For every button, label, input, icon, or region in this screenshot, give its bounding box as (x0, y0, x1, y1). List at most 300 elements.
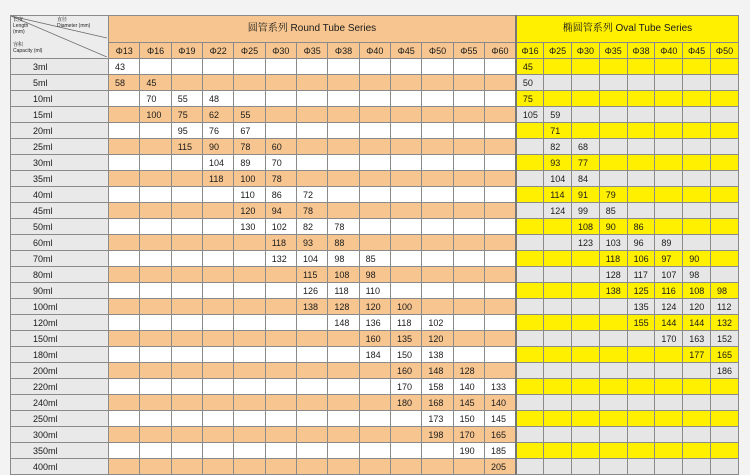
oval-length-cell (655, 411, 683, 427)
round-length-cell (109, 411, 140, 427)
oval-length-cell (599, 299, 627, 315)
oval-diameter-header: Φ25 (544, 43, 572, 59)
oval-length-cell (627, 379, 655, 395)
round-length-cell: 78 (234, 139, 265, 155)
round-length-cell (109, 459, 140, 475)
round-length-cell (171, 171, 202, 187)
round-length-cell (484, 347, 515, 363)
round-length-cell: 48 (203, 91, 234, 107)
oval-length-cell (627, 331, 655, 347)
round-diameter-header: Φ55 (453, 43, 484, 59)
oval-length-cell (683, 443, 711, 459)
round-length-cell: 70 (140, 91, 171, 107)
oval-length-cell (544, 347, 572, 363)
round-length-cell (484, 75, 515, 91)
oval-length-cell: 112 (710, 299, 738, 315)
round-length-cell (234, 427, 265, 443)
round-length-cell: 100 (234, 171, 265, 187)
tube-capacity-table (10, 15, 739, 475)
capacity-cell: 240ml (11, 395, 109, 411)
round-length-cell: 110 (234, 187, 265, 203)
oval-length-cell (572, 107, 600, 123)
round-diameter-header: Φ40 (359, 43, 390, 59)
round-length-cell (234, 379, 265, 395)
round-length-cell (140, 395, 171, 411)
oval-length-cell: 93 (544, 155, 572, 171)
round-length-cell (234, 267, 265, 283)
oval-length-cell (655, 107, 683, 123)
round-length-cell (265, 75, 296, 91)
round-length-cell: 93 (297, 235, 328, 251)
round-length-cell (391, 187, 422, 203)
oval-length-cell (710, 251, 738, 267)
oval-length-cell (544, 315, 572, 331)
oval-length-cell (710, 91, 738, 107)
oval-length-cell: 89 (655, 235, 683, 251)
round-length-cell (453, 59, 484, 75)
oval-length-cell (516, 283, 544, 299)
round-length-cell: 76 (203, 123, 234, 139)
capacity-cell: 70ml (11, 251, 109, 267)
oval-length-cell: 105 (516, 107, 544, 123)
round-length-cell (422, 267, 453, 283)
round-length-cell: 104 (297, 251, 328, 267)
oval-length-cell: 84 (572, 171, 600, 187)
oval-length-cell (544, 283, 572, 299)
round-length-cell (359, 427, 390, 443)
oval-length-cell (710, 139, 738, 155)
capacity-cell: 220ml (11, 379, 109, 395)
round-length-cell (171, 235, 202, 251)
round-length-cell (109, 171, 140, 187)
round-length-cell (453, 299, 484, 315)
round-length-cell (391, 139, 422, 155)
round-length-cell: 138 (297, 299, 328, 315)
oval-length-cell (627, 155, 655, 171)
round-length-cell (203, 283, 234, 299)
round-length-cell (422, 123, 453, 139)
round-length-cell (234, 251, 265, 267)
round-length-cell (140, 203, 171, 219)
round-length-cell: 58 (109, 75, 140, 91)
round-length-cell: 160 (359, 331, 390, 347)
round-length-cell (234, 363, 265, 379)
round-length-cell (328, 411, 359, 427)
oval-length-cell (516, 171, 544, 187)
round-length-cell: 140 (453, 379, 484, 395)
oval-length-cell (516, 203, 544, 219)
round-length-cell (140, 331, 171, 347)
round-length-cell (140, 299, 171, 315)
round-length-cell: 190 (453, 443, 484, 459)
round-length-cell (171, 395, 202, 411)
round-length-cell: 90 (203, 139, 234, 155)
oval-length-cell (516, 443, 544, 459)
round-length-cell (359, 219, 390, 235)
round-length-cell (359, 395, 390, 411)
oval-length-cell (544, 363, 572, 379)
oval-length-cell (655, 59, 683, 75)
oval-length-cell: 103 (599, 235, 627, 251)
round-length-cell: 165 (484, 427, 515, 443)
round-diameter-header: Φ45 (391, 43, 422, 59)
diameter-header-row (11, 43, 739, 59)
round-length-cell (234, 459, 265, 475)
oval-length-cell: 114 (544, 187, 572, 203)
round-length-cell (234, 75, 265, 91)
oval-length-cell: 152 (710, 331, 738, 347)
round-length-cell (297, 91, 328, 107)
round-length-cell (203, 235, 234, 251)
round-length-cell (359, 123, 390, 139)
round-length-cell: 60 (265, 139, 296, 155)
series-title-row (11, 16, 739, 43)
round-length-cell (265, 59, 296, 75)
oval-length-cell (655, 219, 683, 235)
oval-length-cell (572, 395, 600, 411)
oval-length-cell (710, 395, 738, 411)
oval-length-cell (627, 91, 655, 107)
round-length-cell (203, 411, 234, 427)
oval-length-cell (516, 123, 544, 139)
oval-length-cell (710, 411, 738, 427)
round-length-cell (203, 395, 234, 411)
oval-length-cell (572, 59, 600, 75)
round-diameter-header: Φ30 (265, 43, 296, 59)
oval-length-cell (655, 203, 683, 219)
round-length-cell (234, 331, 265, 347)
round-length-cell (359, 443, 390, 459)
oval-length-cell (516, 315, 544, 331)
oval-length-cell (683, 123, 711, 139)
oval-length-cell (544, 299, 572, 315)
oval-length-cell (655, 443, 683, 459)
round-length-cell (203, 379, 234, 395)
round-length-cell (265, 107, 296, 123)
oval-length-cell (683, 427, 711, 443)
round-length-cell: 138 (422, 347, 453, 363)
round-length-cell (297, 75, 328, 91)
round-length-cell (203, 347, 234, 363)
round-length-cell (109, 187, 140, 203)
round-length-cell: 102 (422, 315, 453, 331)
round-length-cell: 130 (234, 219, 265, 235)
round-length-cell (297, 171, 328, 187)
round-diameter-header: Φ38 (328, 43, 359, 59)
oval-series-title: 椭圆管系列 Oval Tube Series (516, 16, 739, 43)
round-length-cell (234, 91, 265, 107)
round-length-cell (422, 75, 453, 91)
oval-length-cell (599, 427, 627, 443)
round-length-cell: 98 (359, 267, 390, 283)
table-row (11, 267, 739, 283)
round-length-cell (453, 155, 484, 171)
round-length-cell: 78 (328, 219, 359, 235)
round-length-cell (484, 267, 515, 283)
round-length-cell: 78 (297, 203, 328, 219)
oval-length-cell (710, 203, 738, 219)
table-row (11, 379, 739, 395)
round-length-cell (328, 91, 359, 107)
oval-length-cell: 75 (516, 91, 544, 107)
round-length-cell (359, 155, 390, 171)
table-row (11, 139, 739, 155)
oval-length-cell (516, 299, 544, 315)
oval-length-cell (710, 187, 738, 203)
round-length-cell: 43 (109, 59, 140, 75)
oval-length-cell (655, 155, 683, 171)
round-length-cell (453, 203, 484, 219)
oval-length-cell: 82 (544, 139, 572, 155)
oval-length-cell (544, 219, 572, 235)
round-length-cell (422, 139, 453, 155)
round-length-cell (140, 267, 171, 283)
oval-length-cell: 108 (572, 219, 600, 235)
round-length-cell: 86 (265, 187, 296, 203)
round-length-cell (109, 283, 140, 299)
round-length-cell (109, 315, 140, 331)
oval-length-cell (599, 75, 627, 91)
round-length-cell: 118 (328, 283, 359, 299)
round-length-cell: 45 (140, 75, 171, 91)
round-length-cell: 55 (234, 107, 265, 123)
round-length-cell (234, 315, 265, 331)
round-length-cell (234, 411, 265, 427)
table-row (11, 363, 739, 379)
table-row (11, 315, 739, 331)
round-length-cell: 100 (140, 107, 171, 123)
oval-length-cell (683, 155, 711, 171)
round-length-cell: 148 (328, 315, 359, 331)
oval-length-cell: 144 (655, 315, 683, 331)
oval-length-cell (655, 91, 683, 107)
round-length-cell (391, 75, 422, 91)
oval-length-cell (599, 107, 627, 123)
round-length-cell (234, 395, 265, 411)
oval-length-cell (516, 427, 544, 443)
round-length-cell (328, 443, 359, 459)
oval-length-cell (655, 75, 683, 91)
oval-length-cell (544, 379, 572, 395)
round-length-cell (391, 283, 422, 299)
round-length-cell (453, 283, 484, 299)
round-length-cell (171, 251, 202, 267)
round-length-cell (140, 59, 171, 75)
oval-length-cell (544, 331, 572, 347)
round-length-cell (109, 235, 140, 251)
oval-length-cell (544, 427, 572, 443)
round-length-cell (391, 251, 422, 267)
round-length-cell (328, 187, 359, 203)
round-length-cell (453, 187, 484, 203)
oval-length-cell: 155 (627, 315, 655, 331)
round-length-cell (328, 59, 359, 75)
oval-length-cell: 123 (572, 235, 600, 251)
round-length-cell (297, 443, 328, 459)
oval-length-cell (710, 459, 738, 475)
oval-diameter-header: Φ45 (683, 43, 711, 59)
oval-length-cell (627, 123, 655, 139)
oval-length-cell (599, 139, 627, 155)
round-length-cell (484, 251, 515, 267)
round-length-cell: 205 (484, 459, 515, 475)
round-length-cell (234, 59, 265, 75)
oval-length-cell (710, 171, 738, 187)
oval-length-cell (627, 443, 655, 459)
length-label: 长度 Length (mm) (13, 17, 29, 35)
oval-length-cell (627, 363, 655, 379)
round-length-cell (265, 411, 296, 427)
round-length-cell: 67 (234, 123, 265, 139)
round-length-cell (297, 459, 328, 475)
round-length-cell (109, 251, 140, 267)
oval-length-cell (572, 123, 600, 139)
round-length-cell (171, 155, 202, 171)
oval-length-cell (599, 331, 627, 347)
oval-length-cell: 138 (599, 283, 627, 299)
round-length-cell (297, 123, 328, 139)
round-length-cell (109, 347, 140, 363)
round-length-cell (297, 107, 328, 123)
round-length-cell (328, 107, 359, 123)
round-length-cell (422, 459, 453, 475)
round-length-cell: 82 (297, 219, 328, 235)
oval-length-cell (516, 363, 544, 379)
round-length-cell: 78 (265, 171, 296, 187)
round-length-cell (265, 315, 296, 331)
oval-length-cell (627, 187, 655, 203)
round-length-cell (109, 155, 140, 171)
round-length-cell (328, 139, 359, 155)
table-row (11, 283, 739, 299)
round-length-cell: 128 (453, 363, 484, 379)
oval-length-cell: 124 (544, 203, 572, 219)
round-length-cell (453, 459, 484, 475)
round-length-cell (422, 107, 453, 123)
round-length-cell (359, 411, 390, 427)
round-length-cell (297, 411, 328, 427)
round-length-cell (422, 187, 453, 203)
round-length-cell (203, 219, 234, 235)
table-row (11, 187, 739, 203)
oval-length-cell (516, 411, 544, 427)
round-length-cell (140, 155, 171, 171)
round-length-cell: 118 (203, 171, 234, 187)
round-length-cell (203, 363, 234, 379)
round-length-cell (140, 443, 171, 459)
round-length-cell (359, 187, 390, 203)
oval-length-cell (683, 379, 711, 395)
table-row (11, 347, 739, 363)
oval-length-cell: 98 (683, 267, 711, 283)
round-diameter-header: Φ35 (297, 43, 328, 59)
round-diameter-header: Φ22 (203, 43, 234, 59)
oval-length-cell (572, 363, 600, 379)
oval-length-cell: 116 (655, 283, 683, 299)
round-length-cell (140, 315, 171, 331)
oval-length-cell: 77 (572, 155, 600, 171)
round-length-cell (265, 91, 296, 107)
oval-length-cell (572, 379, 600, 395)
round-length-cell (297, 379, 328, 395)
round-length-cell (359, 75, 390, 91)
round-length-cell: 108 (328, 267, 359, 283)
round-length-cell (484, 155, 515, 171)
table-row (11, 251, 739, 267)
oval-length-cell (627, 395, 655, 411)
table-row (11, 411, 739, 427)
oval-length-cell (516, 331, 544, 347)
oval-length-cell (599, 443, 627, 459)
round-length-cell: 95 (171, 123, 202, 139)
round-length-cell (359, 459, 390, 475)
round-length-cell (140, 251, 171, 267)
round-length-cell (109, 427, 140, 443)
oval-length-cell (655, 379, 683, 395)
oval-length-cell (572, 459, 600, 475)
oval-length-cell (683, 75, 711, 91)
oval-length-cell (599, 459, 627, 475)
round-length-cell (203, 59, 234, 75)
oval-length-cell (683, 411, 711, 427)
oval-length-cell (627, 75, 655, 91)
oval-length-cell: 165 (710, 347, 738, 363)
round-length-cell (109, 91, 140, 107)
round-length-cell (484, 107, 515, 123)
capacity-cell: 50ml (11, 219, 109, 235)
capacity-cell: 30ml (11, 155, 109, 171)
round-length-cell: 115 (297, 267, 328, 283)
round-length-cell (328, 347, 359, 363)
round-diameter-header: Φ60 (484, 43, 515, 59)
round-length-cell: 94 (265, 203, 296, 219)
oval-length-cell (710, 443, 738, 459)
round-length-cell (453, 107, 484, 123)
round-length-cell (265, 459, 296, 475)
capacity-cell: 3ml (11, 59, 109, 75)
round-length-cell: 198 (422, 427, 453, 443)
round-length-cell (359, 139, 390, 155)
round-length-cell (359, 107, 390, 123)
oval-length-cell (627, 203, 655, 219)
round-length-cell (265, 395, 296, 411)
capacity-cell: 180ml (11, 347, 109, 363)
oval-length-cell: 106 (627, 251, 655, 267)
round-length-cell (140, 347, 171, 363)
oval-length-cell: 85 (599, 203, 627, 219)
round-length-cell: 132 (265, 251, 296, 267)
round-length-cell (453, 171, 484, 187)
round-length-cell: 140 (484, 395, 515, 411)
round-length-cell (171, 459, 202, 475)
round-length-cell (203, 75, 234, 91)
oval-length-cell (599, 347, 627, 363)
capacity-label: 容积 Capacity (ml) (13, 42, 43, 54)
round-length-cell (422, 171, 453, 187)
round-length-cell (203, 187, 234, 203)
round-length-cell (359, 363, 390, 379)
round-length-cell (422, 219, 453, 235)
oval-length-cell (710, 59, 738, 75)
round-length-cell (140, 139, 171, 155)
round-length-cell (171, 379, 202, 395)
round-length-cell (140, 219, 171, 235)
oval-length-cell: 91 (572, 187, 600, 203)
round-length-cell (140, 411, 171, 427)
round-length-cell: 100 (391, 299, 422, 315)
round-length-cell (359, 379, 390, 395)
round-length-cell: 150 (391, 347, 422, 363)
